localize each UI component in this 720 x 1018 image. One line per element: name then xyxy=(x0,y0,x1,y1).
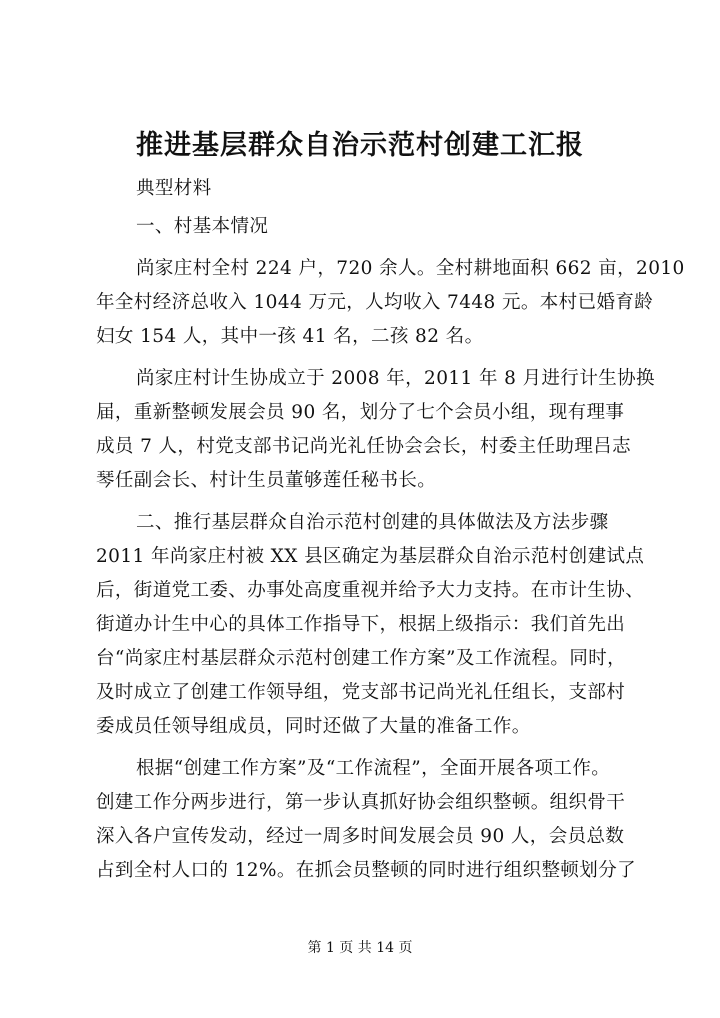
paragraph-line: 成员 7 人，村党支部书记尚光礼任协会会长，村委主任助理吕志 xyxy=(96,436,632,457)
paragraph-line: 台“尚家庄村基层群众示范村创建工作方案”及工作流程。同时， xyxy=(96,648,627,669)
paragraph-line: 创建工作分两步进行，第一步认真抓好协会组织整顿。组织骨干 xyxy=(96,792,626,813)
paragraph-line: 后，街道党工委、办事处高度重视并给予大力支持。在市计生协、 xyxy=(96,580,645,601)
paragraph-line: 尚家庄村计生协成立于 2008 年，2011 年 8 月进行计生协换 xyxy=(136,368,655,389)
paragraph-line: 占到全村人口的 12%。在抓会员整顿的同时进行组织整顿划分了 xyxy=(96,860,637,881)
paragraph-line: 年全村经济总收入 1044 万元，人均收入 7448 元。本村已婚育龄 xyxy=(96,292,654,313)
paragraph-line: 根据“创建工作方案”及“工作流程”，全面开展各项工作。 xyxy=(136,758,611,779)
paragraph-line: 及时成立了创建工作领导组，党支部书记尚光礼任组长，支部村 xyxy=(96,682,626,703)
paragraph-line: 尚家庄村全村 224 户，720 余人。全村耕地面积 662 亩，2010 xyxy=(136,258,685,279)
paragraph-line: 街道办计生中心的具体工作指导下，根据上级指示：我们首先出 xyxy=(96,614,626,635)
paragraph-line: 深入各户宣传发动，经过一周多时间发展会员 90 人，会员总数 xyxy=(96,826,625,847)
paragraph-line: 委成员任领导组成员，同时还做了大量的准备工作。 xyxy=(96,716,531,737)
section-heading-1: 一、村基本情况 xyxy=(136,216,269,237)
subtitle-typical-material: 典型材料 xyxy=(136,178,212,199)
paragraph-line: 琴任副会长、村计生员董够莲任秘书长。 xyxy=(96,470,437,491)
section-heading-2: 二、推行基层群众自治示范村创建的具体做法及方法步骤 xyxy=(136,512,609,533)
document-body xyxy=(96,172,685,888)
paragraph-line: 妇女 154 人，其中一孩 41 名，二孩 82 名。 xyxy=(96,326,484,347)
paragraph-line: 届，重新整顿发展会员 90 名，划分了七个会员小组，现有理事 xyxy=(96,402,625,423)
paragraph-line: 2011 年尚家庄村被 XX 县区确定为基层群众自治示范村创建试点 xyxy=(96,546,645,567)
page-number-footer: 第 1 页 共 14 页 xyxy=(307,940,413,956)
document-title: 推进基层群众自治示范村创建工汇报 xyxy=(136,130,584,161)
